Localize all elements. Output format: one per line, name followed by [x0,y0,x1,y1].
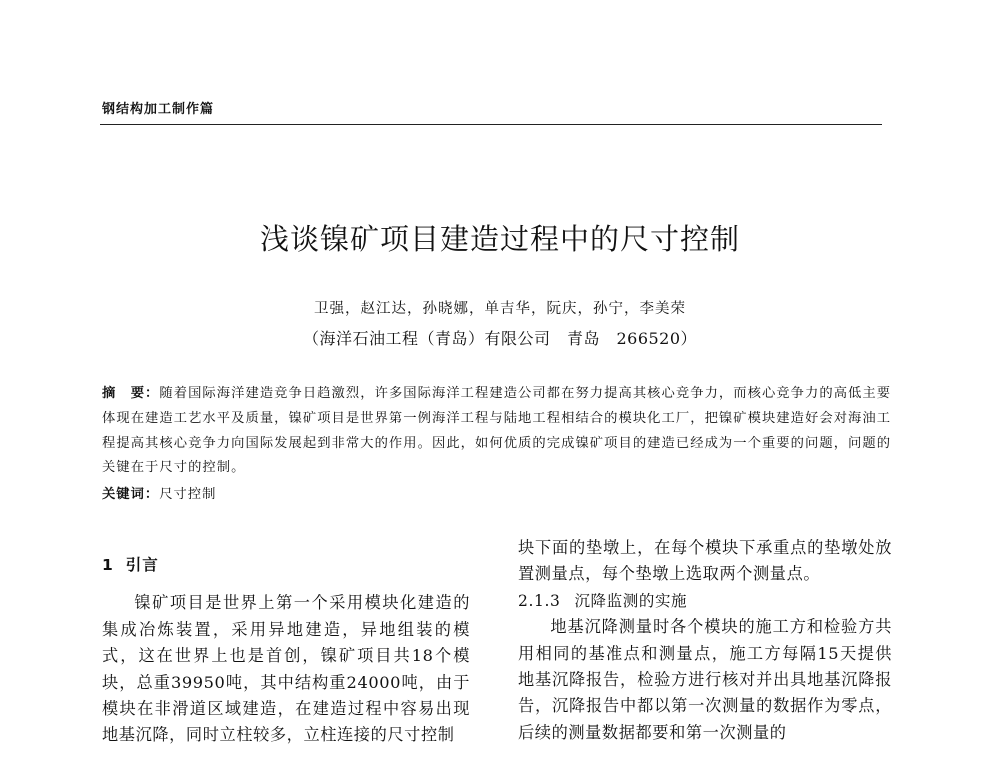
paper-title: 浅谈镍矿项目建造过程中的尺寸控制 [259,222,740,257]
section-heading-introduction [102,552,470,578]
right-column [518,535,892,746]
abstract [102,382,892,481]
subsection-title: 沉降监测的实施 [574,591,688,610]
body-paragraph: 地基沉降测量时各个模块的施工方和检验方共用相同的基准点和测量点，施工方每隔15天提供地基沉降报告，检验方进行核对并出具地基沉降报告，沉降报告中都以第一次测量的数据作为零点，后续的测量数据都要和第一次测量的 [518,617,892,742]
authors: 卫强，赵江达，孙晓娜，单吉华，阮庆，孙宁，李美荣 [314,301,686,317]
subsection-number: 2.1.3 [518,591,561,610]
abstract-label: 摘 要： [102,386,160,401]
affiliation: （海洋石油工程（青岛）有限公司 青岛 266520） [302,329,698,348]
body-paragraph-continuation: 块下面的垫墩上，在每个模块下承重点的垫墩处放置测量点，每个垫墩上选取两个测量点。 [518,538,892,584]
body-paragraph: 镍矿项目是世界上第一个采用模块化建造的集成冶炼装置，采用异地建造，异地组装的模式，这在世界上也是首创，镍矿项目共18个模块，总重39950吨，其中结构重24000吨，由于模块在非滑道区域建造，在建造过程中容易出现地基沉降，同时立柱较多，立柱连接的尺寸控制 [102,593,470,745]
section-title: 引言 [125,556,159,574]
keywords-label: 关键词： [102,487,160,502]
keywords [102,483,216,502]
subsection-heading [518,588,892,614]
section-number: 1 [102,556,114,574]
header-rule [100,124,882,125]
left-column [102,552,470,749]
abstract-text: 随着国际海洋建造竞争日趋激烈，许多国际海洋工程建造公司都在努力提高其核心竞争力，而核心竞争力的高低主要体现在建造工艺水平及质量，镍矿项目是世界第一例海洋工程与陆地工程相结合的模块化工厂，把镍矿模块建造好会对海油工程提高其核心竞争力向国际发展起到非常大的作用。因此，如何优质的完成镍矿项目的建造已经成为一个重要的问题，问题的关键在于尺寸的控制。 [102,386,892,476]
keywords-text: 尺寸控制 [159,487,217,502]
running-header: 钢结构加工制作篇 [102,102,215,117]
